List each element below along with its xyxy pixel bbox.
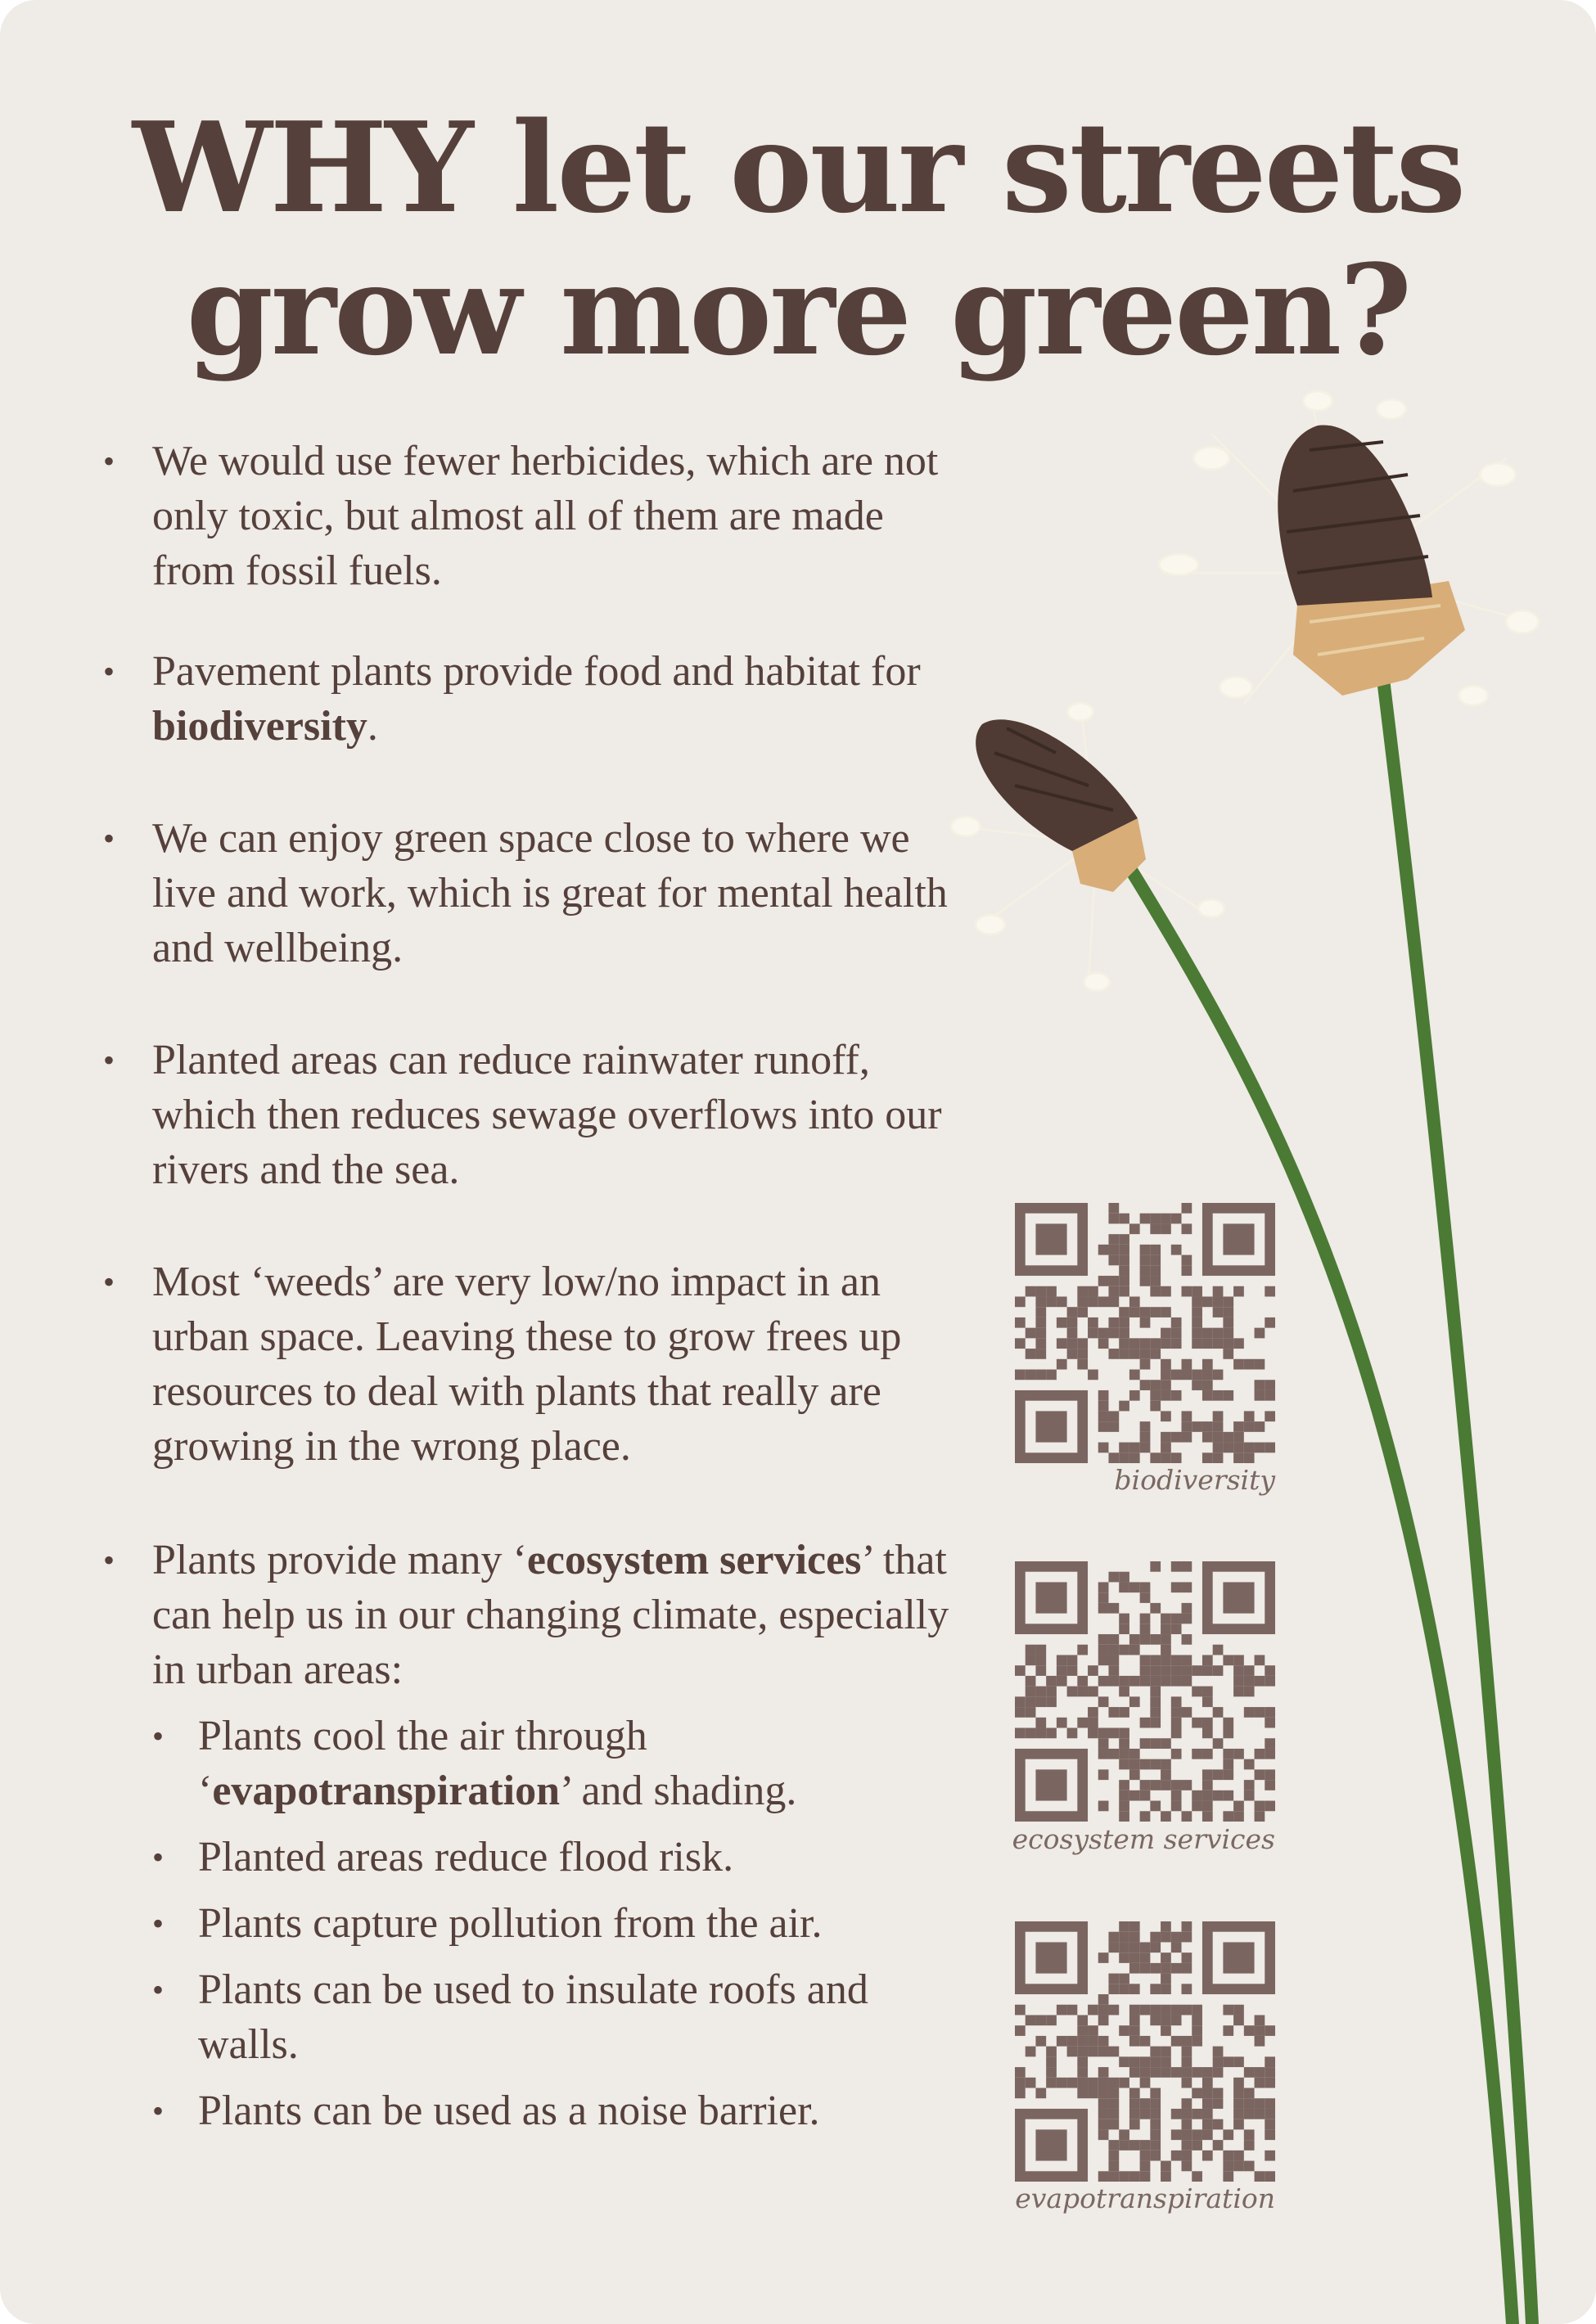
sub-item-text: Plants can be used as a noise barrier. xyxy=(198,2088,820,2134)
sub-item-text: Planted areas reduce flood risk. xyxy=(198,1834,734,1880)
qr-caption-biodiversity: biodiversity xyxy=(1114,1464,1275,1496)
reason-text: We can enjoy green space close to where we live and work, which is great for mental health and wellbeing. xyxy=(152,815,948,971)
sub-item-cooling xyxy=(152,1709,971,1818)
reasons-list xyxy=(103,434,971,2138)
qr-code-ecosystem-services[interactable] xyxy=(1015,1561,1275,1822)
qr-code-biodiversity[interactable] xyxy=(1015,1203,1275,1463)
reason-weeds xyxy=(103,1254,971,1474)
reason-rainwater xyxy=(103,1033,971,1197)
sub-item-pollution xyxy=(152,1896,971,1951)
sub-item-insulation xyxy=(152,1962,971,2072)
reason-text: Pavement plants provide food and habitat for xyxy=(152,648,921,695)
sub-item-text: Plants capture pollution from the air. xyxy=(198,1900,823,1947)
bold-term: ecosystem services xyxy=(526,1537,862,1583)
reason-green-space xyxy=(103,811,971,975)
reason-text: Planted areas can reduce rainwater runoff, which then reduces sewage overflows into our rivers and the sea. xyxy=(152,1037,942,1193)
reason-text: . xyxy=(367,703,378,750)
sub-item-noise-barrier xyxy=(152,2083,971,2138)
sub-item-text: ’ and shading. xyxy=(560,1768,797,1814)
reason-text: Most ‘weeds’ are very low/no impact in an urban space. Leaving these to grow frees up resources to deal with plants that really are growing in the wrong place. xyxy=(152,1259,902,1470)
reason-text: We would use fewer herbicides, which are not only toxic, but almost all of them are made from fossil fuels. xyxy=(152,438,939,594)
reason-ecosystem-services xyxy=(103,1533,971,2138)
reason-herbicides xyxy=(103,434,971,598)
qr-caption-evapotranspiration: evapotranspiration xyxy=(1015,2182,1275,2214)
sub-item-text: Plants cool the air through ‘ xyxy=(198,1713,647,1814)
reason-text: Plants provide many ‘ xyxy=(152,1537,527,1583)
qr-caption-ecosystem-services: ecosystem services xyxy=(1012,1823,1275,1855)
reason-biodiversity xyxy=(103,644,971,754)
page-title xyxy=(0,94,1596,383)
sub-item-flood-risk xyxy=(152,1830,971,1885)
plantain-flower-head-right xyxy=(1278,425,1432,606)
bold-term: evapotranspiration xyxy=(212,1768,561,1814)
title-line-2: grow more green? xyxy=(186,236,1410,383)
ecosystem-services-sublist xyxy=(152,1709,971,2138)
title-line-1: WHY let our streets xyxy=(132,94,1464,241)
reason-text: ’ that can help us in our changing climate, especially in urban areas: xyxy=(152,1537,949,1693)
sub-item-text: Plants can be used to insulate roofs and walls. xyxy=(198,1966,868,2068)
qr-code-evapotranspiration[interactable] xyxy=(1015,1921,1275,2182)
bold-term: biodiversity xyxy=(152,703,367,750)
